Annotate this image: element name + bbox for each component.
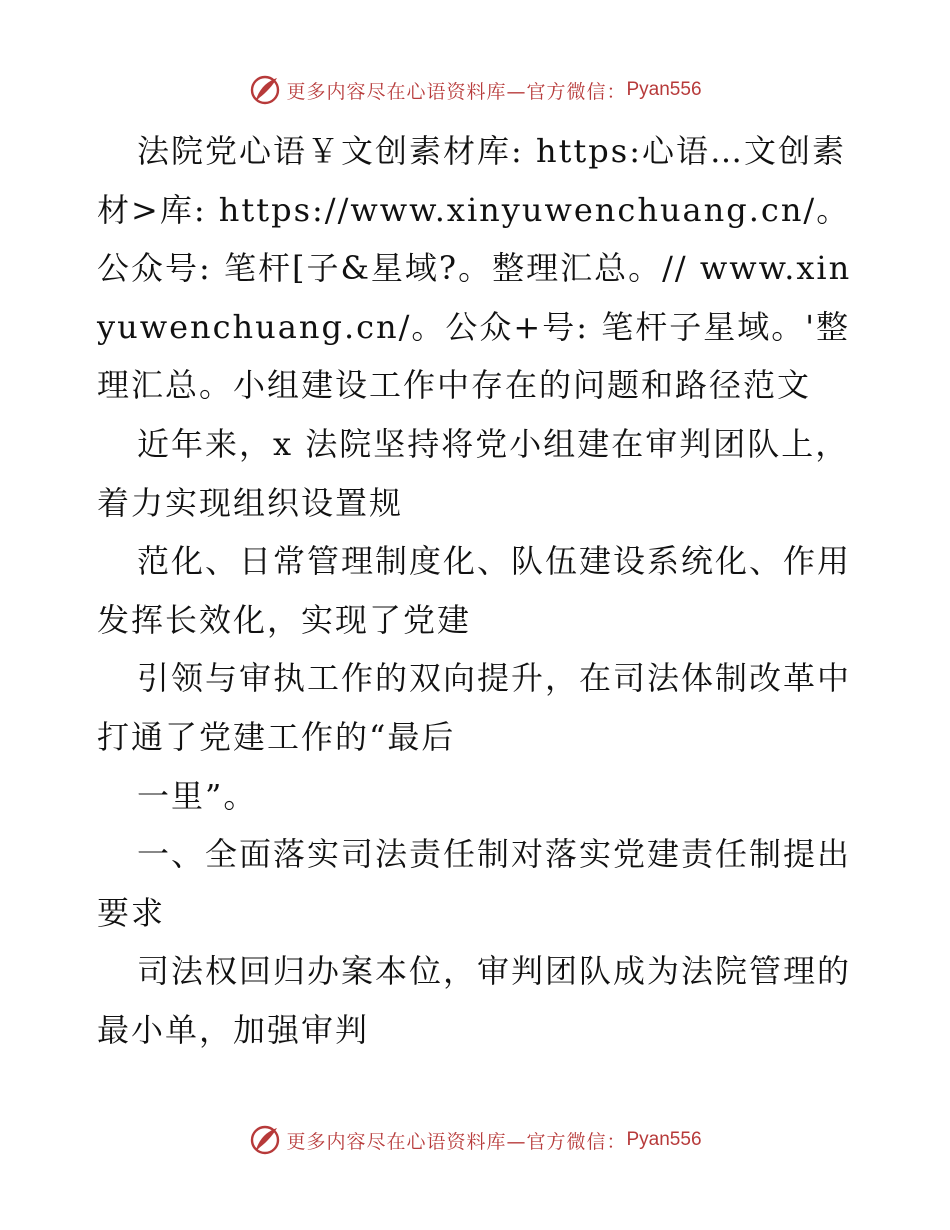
section-heading-1: 一、全面落实司法责任制对落实党建责任制提出要求	[97, 835, 852, 932]
document-body	[97, 122, 853, 1060]
paragraph-6: 司法权回归办案本位，审判团队成为法院管理的最小单，加强审判	[97, 952, 852, 1049]
footer-banner-wechat-id: Pyan556	[626, 1129, 702, 1150]
footer-banner-text: 更多内容尽在心语资料库—官方微信：	[286, 1130, 627, 1153]
feather-pen-logo-icon	[248, 1123, 282, 1157]
footer-banner	[0, 1120, 950, 1160]
header-banner-text: 更多内容尽在心语资料库—官方微信：	[286, 80, 627, 103]
paragraph-2: 近年来，x 法院坚持将党小组建在审判团队上，着力实现组织设置规	[97, 424, 850, 522]
paragraph-4: 引领与审执工作的双向提升，在司法体制改革中打通了党建工作的“最后	[97, 659, 852, 756]
feather-pen-logo-icon	[248, 73, 282, 107]
header-banner	[0, 70, 950, 110]
paragraph-5: 一里”。	[137, 776, 258, 815]
paragraph-1: 法院党心语￥文创素材库: https:心语…文创素材>库: https://www.xinyuwenchuang.cn/。公众号: 笔杆[子&星域?。整理汇总。// www.xinyuwenchuang.cn/。公众+号: 笔杆子星域。'整理汇总。小组建设工作中存在的问题和路径范文	[97, 132, 852, 405]
header-banner-wechat-id: Pyan556	[626, 79, 702, 100]
paragraph-3: 范化、日常管理制度化、队伍建设系统化、作用发挥长效化，实现了党建	[97, 542, 852, 639]
